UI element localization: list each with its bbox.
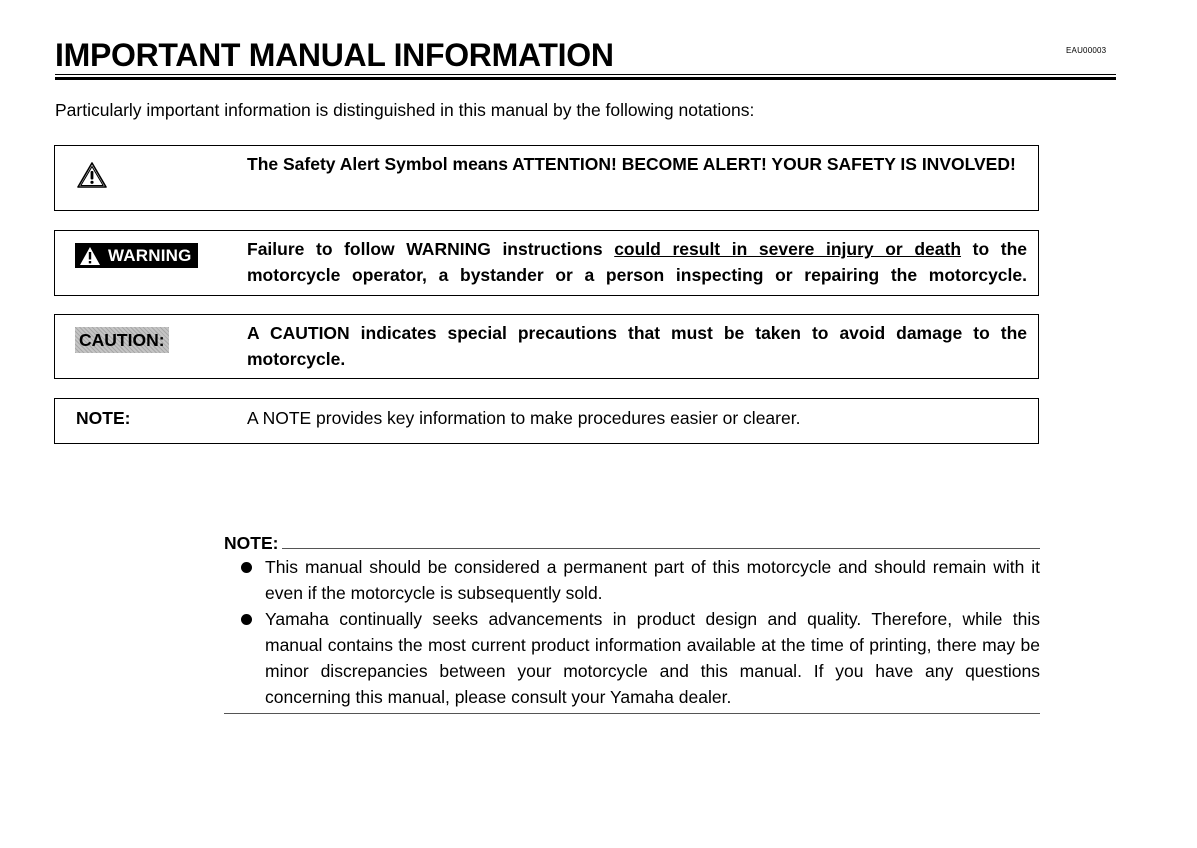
warning-text-part1: Failure to follow WARNING instructions xyxy=(247,239,615,259)
note-section-header xyxy=(224,532,1040,554)
warning-text-underlined: could result in severe injury or death xyxy=(614,239,962,259)
safety-alert-box xyxy=(54,145,1039,211)
note-footer-rule xyxy=(224,713,1040,714)
caution-text: A CAUTION indicates special precautions that must be taken to avoid damage to the motorcycle. xyxy=(247,323,1027,369)
safety-alert-text: The Safety Alert Symbol means ATTENTION! BECOME ALERT! YOUR SAFETY IS INVOLVED! xyxy=(247,154,1016,174)
list-item xyxy=(224,554,1040,606)
page-title: IMPORTANT MANUAL INFORMATION xyxy=(55,37,614,73)
title-rule-thick xyxy=(55,77,1116,80)
warning-text-part2: to the motorcycle operator, a bystander or a person inspecting or repairing the motorcycle. xyxy=(247,239,1027,285)
caution-badge: CAUTION: xyxy=(75,327,169,353)
note-section xyxy=(224,532,1040,714)
safety-alert-icon xyxy=(76,161,108,194)
list-item-text: This manual should be considered a permanent part of this motorcycle and should remain with it even if the motorcycle is subsequently sold. xyxy=(265,557,1040,603)
note-box xyxy=(54,398,1039,444)
warning-box xyxy=(54,230,1039,296)
note-label: NOTE: xyxy=(76,408,131,428)
caution-box xyxy=(54,314,1039,379)
list-item-text: Yamaha continually seeks advancements in product design and quality. Therefore, while this manual contains the most current product information available at the time of printing, there may be minor discrepancies between your motorcycle and this manual. If you have any questions concerning this manual, please consult your Yamaha dealer. xyxy=(265,609,1040,707)
list-item xyxy=(224,606,1040,710)
note-section-heading: NOTE: xyxy=(224,533,279,553)
title-rule-thin xyxy=(55,74,1116,75)
warning-triangle-icon xyxy=(79,246,101,266)
warning-badge-label: WARNING xyxy=(108,245,192,265)
warning-text xyxy=(247,236,1027,288)
bullet-icon xyxy=(241,562,252,573)
note-header-rule xyxy=(282,548,1040,549)
note-text: A NOTE provides key information to make procedures easier or clearer. xyxy=(247,408,801,428)
warning-badge xyxy=(75,243,198,268)
intro-text: Particularly important information is distinguished in this manual by the following notations: xyxy=(55,100,755,120)
bullet-icon xyxy=(241,614,252,625)
document-code: EAU00003 xyxy=(1066,46,1107,55)
